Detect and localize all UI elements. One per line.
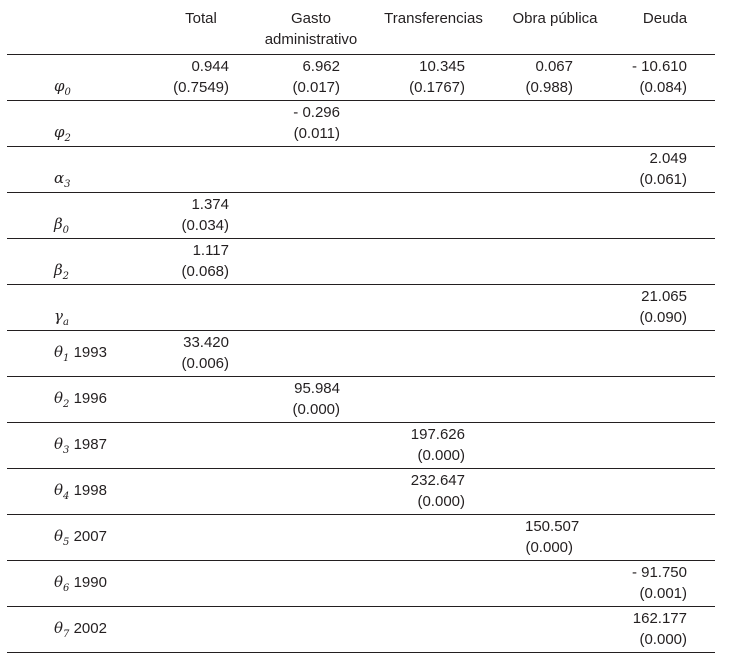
coefficient: - 10.610 <box>631 58 687 75</box>
header-row <box>7 5 715 55</box>
parameter-symbol: φ <box>54 123 65 141</box>
value-cell <box>372 331 495 377</box>
value-cell <box>250 515 372 561</box>
value-cell <box>152 285 250 331</box>
p-value: (0.000) <box>417 447 465 464</box>
parameter-symbol: θ <box>54 435 64 453</box>
row-label <box>7 561 152 607</box>
header-gasto-administrativo: Gasto administrativo <box>250 5 372 55</box>
value-cell <box>250 377 372 423</box>
value-cell <box>152 193 250 239</box>
parameter-subscript: 3 <box>64 179 71 190</box>
parameter-subscript: 2 <box>63 399 70 410</box>
table-row <box>7 469 715 515</box>
value-cell <box>372 607 495 653</box>
table-row <box>7 377 715 423</box>
table-row <box>7 55 715 101</box>
value-cell <box>372 239 495 285</box>
table-row <box>7 285 715 331</box>
value-cell <box>250 55 372 101</box>
value-cell <box>372 561 495 607</box>
value-cell <box>250 239 372 285</box>
parameter-subscript: 0 <box>62 225 70 236</box>
value-cell <box>250 607 372 653</box>
coefficient: - 0.296 <box>293 104 340 121</box>
row-label <box>7 55 152 101</box>
parameter-subscript: 0 <box>64 87 71 98</box>
row-label <box>7 515 152 561</box>
p-value: (0.017) <box>292 79 340 96</box>
coefficient: 33.420 <box>183 334 229 351</box>
p-value: (0.001) <box>639 585 687 602</box>
row-label <box>7 285 152 331</box>
break-year: 1993 <box>69 344 107 361</box>
parameter-subscript: a <box>62 317 69 328</box>
value-cell <box>495 193 615 239</box>
parameter-subscript: 2 <box>62 271 70 282</box>
row-label <box>7 607 152 653</box>
value-cell <box>152 423 250 469</box>
value-cell <box>495 469 615 515</box>
p-value: (0.988) <box>525 79 573 96</box>
coefficient: 197.626 <box>410 426 465 443</box>
value-cell <box>152 607 250 653</box>
p-value: (0.000) <box>417 493 465 510</box>
p-value: (0.090) <box>639 309 687 326</box>
parameter-symbol: θ <box>54 343 64 361</box>
p-value: (0.034) <box>181 217 229 234</box>
coefficient: 95.984 <box>294 380 340 397</box>
value-cell <box>372 423 495 469</box>
parameter-subscript: 3 <box>63 445 70 456</box>
table-row <box>7 561 715 607</box>
p-value: (0.061) <box>639 171 687 188</box>
value-cell <box>615 423 715 469</box>
value-cell <box>615 561 715 607</box>
table-row <box>7 515 715 561</box>
value-cell <box>495 377 615 423</box>
value-cell <box>615 515 715 561</box>
parameter-subscript: 6 <box>63 583 70 594</box>
parameter-symbol: φ <box>54 77 65 95</box>
coefficient: 1.374 <box>191 196 229 213</box>
break-year: 2007 <box>69 528 107 545</box>
parameter-subscript: 5 <box>63 537 70 548</box>
parameter-symbol: θ <box>54 389 64 407</box>
row-label <box>7 469 152 515</box>
value-cell <box>250 101 372 147</box>
parameter-symbol: γ <box>54 307 63 325</box>
break-year: 1996 <box>69 390 107 407</box>
p-value: (0.7549) <box>173 79 229 96</box>
value-cell <box>615 607 715 653</box>
value-cell <box>152 515 250 561</box>
value-cell <box>152 469 250 515</box>
value-cell <box>615 193 715 239</box>
p-value: (0.011) <box>293 125 340 142</box>
value-cell <box>615 331 715 377</box>
header-empty <box>7 5 152 55</box>
break-year: 2002 <box>69 620 107 637</box>
value-cell <box>152 561 250 607</box>
parameter-symbol: θ <box>54 481 64 499</box>
value-cell <box>250 285 372 331</box>
header-total: Total <box>152 5 250 55</box>
parameter-subscript: 1 <box>63 353 70 364</box>
value-cell <box>372 101 495 147</box>
value-cell <box>372 285 495 331</box>
value-cell <box>250 193 372 239</box>
table-row <box>7 147 715 193</box>
value-cell <box>495 239 615 285</box>
row-label <box>7 239 152 285</box>
table-row <box>7 101 715 147</box>
value-cell <box>495 101 615 147</box>
coefficient: 0.944 <box>191 58 229 75</box>
value-cell <box>152 239 250 285</box>
value-cell <box>615 239 715 285</box>
table-row <box>7 239 715 285</box>
parameter-symbol: β <box>54 261 63 279</box>
value-cell <box>615 469 715 515</box>
estimates-table <box>7 5 715 653</box>
row-label <box>7 101 152 147</box>
value-cell <box>495 561 615 607</box>
value-cell <box>250 331 372 377</box>
coefficient: 6.962 <box>302 58 340 75</box>
value-cell <box>372 515 495 561</box>
value-cell <box>372 469 495 515</box>
value-cell <box>615 55 715 101</box>
table-row <box>7 423 715 469</box>
value-cell <box>495 515 615 561</box>
value-cell <box>615 377 715 423</box>
break-year: 1990 <box>69 574 107 591</box>
value-cell <box>495 607 615 653</box>
value-cell <box>152 331 250 377</box>
p-value: (0.000) <box>525 539 573 556</box>
coefficient: - 91.750 <box>631 564 687 581</box>
parameter-subscript: 2 <box>64 133 71 144</box>
value-cell <box>495 285 615 331</box>
value-cell <box>250 469 372 515</box>
break-year: 1998 <box>69 482 107 499</box>
value-cell <box>250 147 372 193</box>
coefficient: 1.117 <box>192 242 229 259</box>
parameter-symbol: θ <box>54 573 64 591</box>
p-value: (0.068) <box>181 263 229 280</box>
coefficient: 21.065 <box>641 288 687 305</box>
value-cell <box>372 377 495 423</box>
coefficient: 0.067 <box>535 58 573 75</box>
value-cell <box>372 147 495 193</box>
parameter-subscript: 7 <box>63 629 70 640</box>
table-row <box>7 331 715 377</box>
p-value: (0.000) <box>639 631 687 648</box>
p-value: (0.006) <box>181 355 229 372</box>
value-cell <box>152 101 250 147</box>
value-cell <box>495 331 615 377</box>
coefficient: 2.049 <box>649 150 687 167</box>
value-cell <box>372 193 495 239</box>
break-year: 1987 <box>69 436 107 453</box>
coefficient: 162.177 <box>632 610 687 627</box>
header-deuda: Deuda <box>615 5 715 55</box>
value-cell <box>372 55 495 101</box>
parameter-symbol: α <box>54 169 65 187</box>
value-cell <box>495 55 615 101</box>
parameter-subscript: 4 <box>63 491 70 502</box>
coefficient: 150.507 <box>525 518 580 535</box>
header-obra-publica: Obra pública <box>495 5 615 55</box>
parameter-symbol: θ <box>54 619 64 637</box>
value-cell <box>152 377 250 423</box>
value-cell <box>495 423 615 469</box>
row-label <box>7 423 152 469</box>
value-cell <box>495 147 615 193</box>
p-value: (0.084) <box>639 79 687 96</box>
table-row <box>7 193 715 239</box>
value-cell <box>615 147 715 193</box>
row-label <box>7 377 152 423</box>
value-cell <box>152 55 250 101</box>
value-cell <box>615 101 715 147</box>
parameter-symbol: β <box>54 215 63 233</box>
coefficient: 232.647 <box>410 472 465 489</box>
value-cell <box>152 147 250 193</box>
value-cell <box>615 285 715 331</box>
header-transferencias: Transferencias <box>372 5 495 55</box>
row-label <box>7 331 152 377</box>
table-row <box>7 607 715 653</box>
parameter-symbol: θ <box>54 527 64 545</box>
row-label <box>7 193 152 239</box>
p-value: (0.1767) <box>409 79 465 96</box>
value-cell <box>250 423 372 469</box>
p-value: (0.000) <box>292 401 340 418</box>
row-label <box>7 147 152 193</box>
value-cell <box>250 561 372 607</box>
coefficient: 10.345 <box>419 58 465 75</box>
